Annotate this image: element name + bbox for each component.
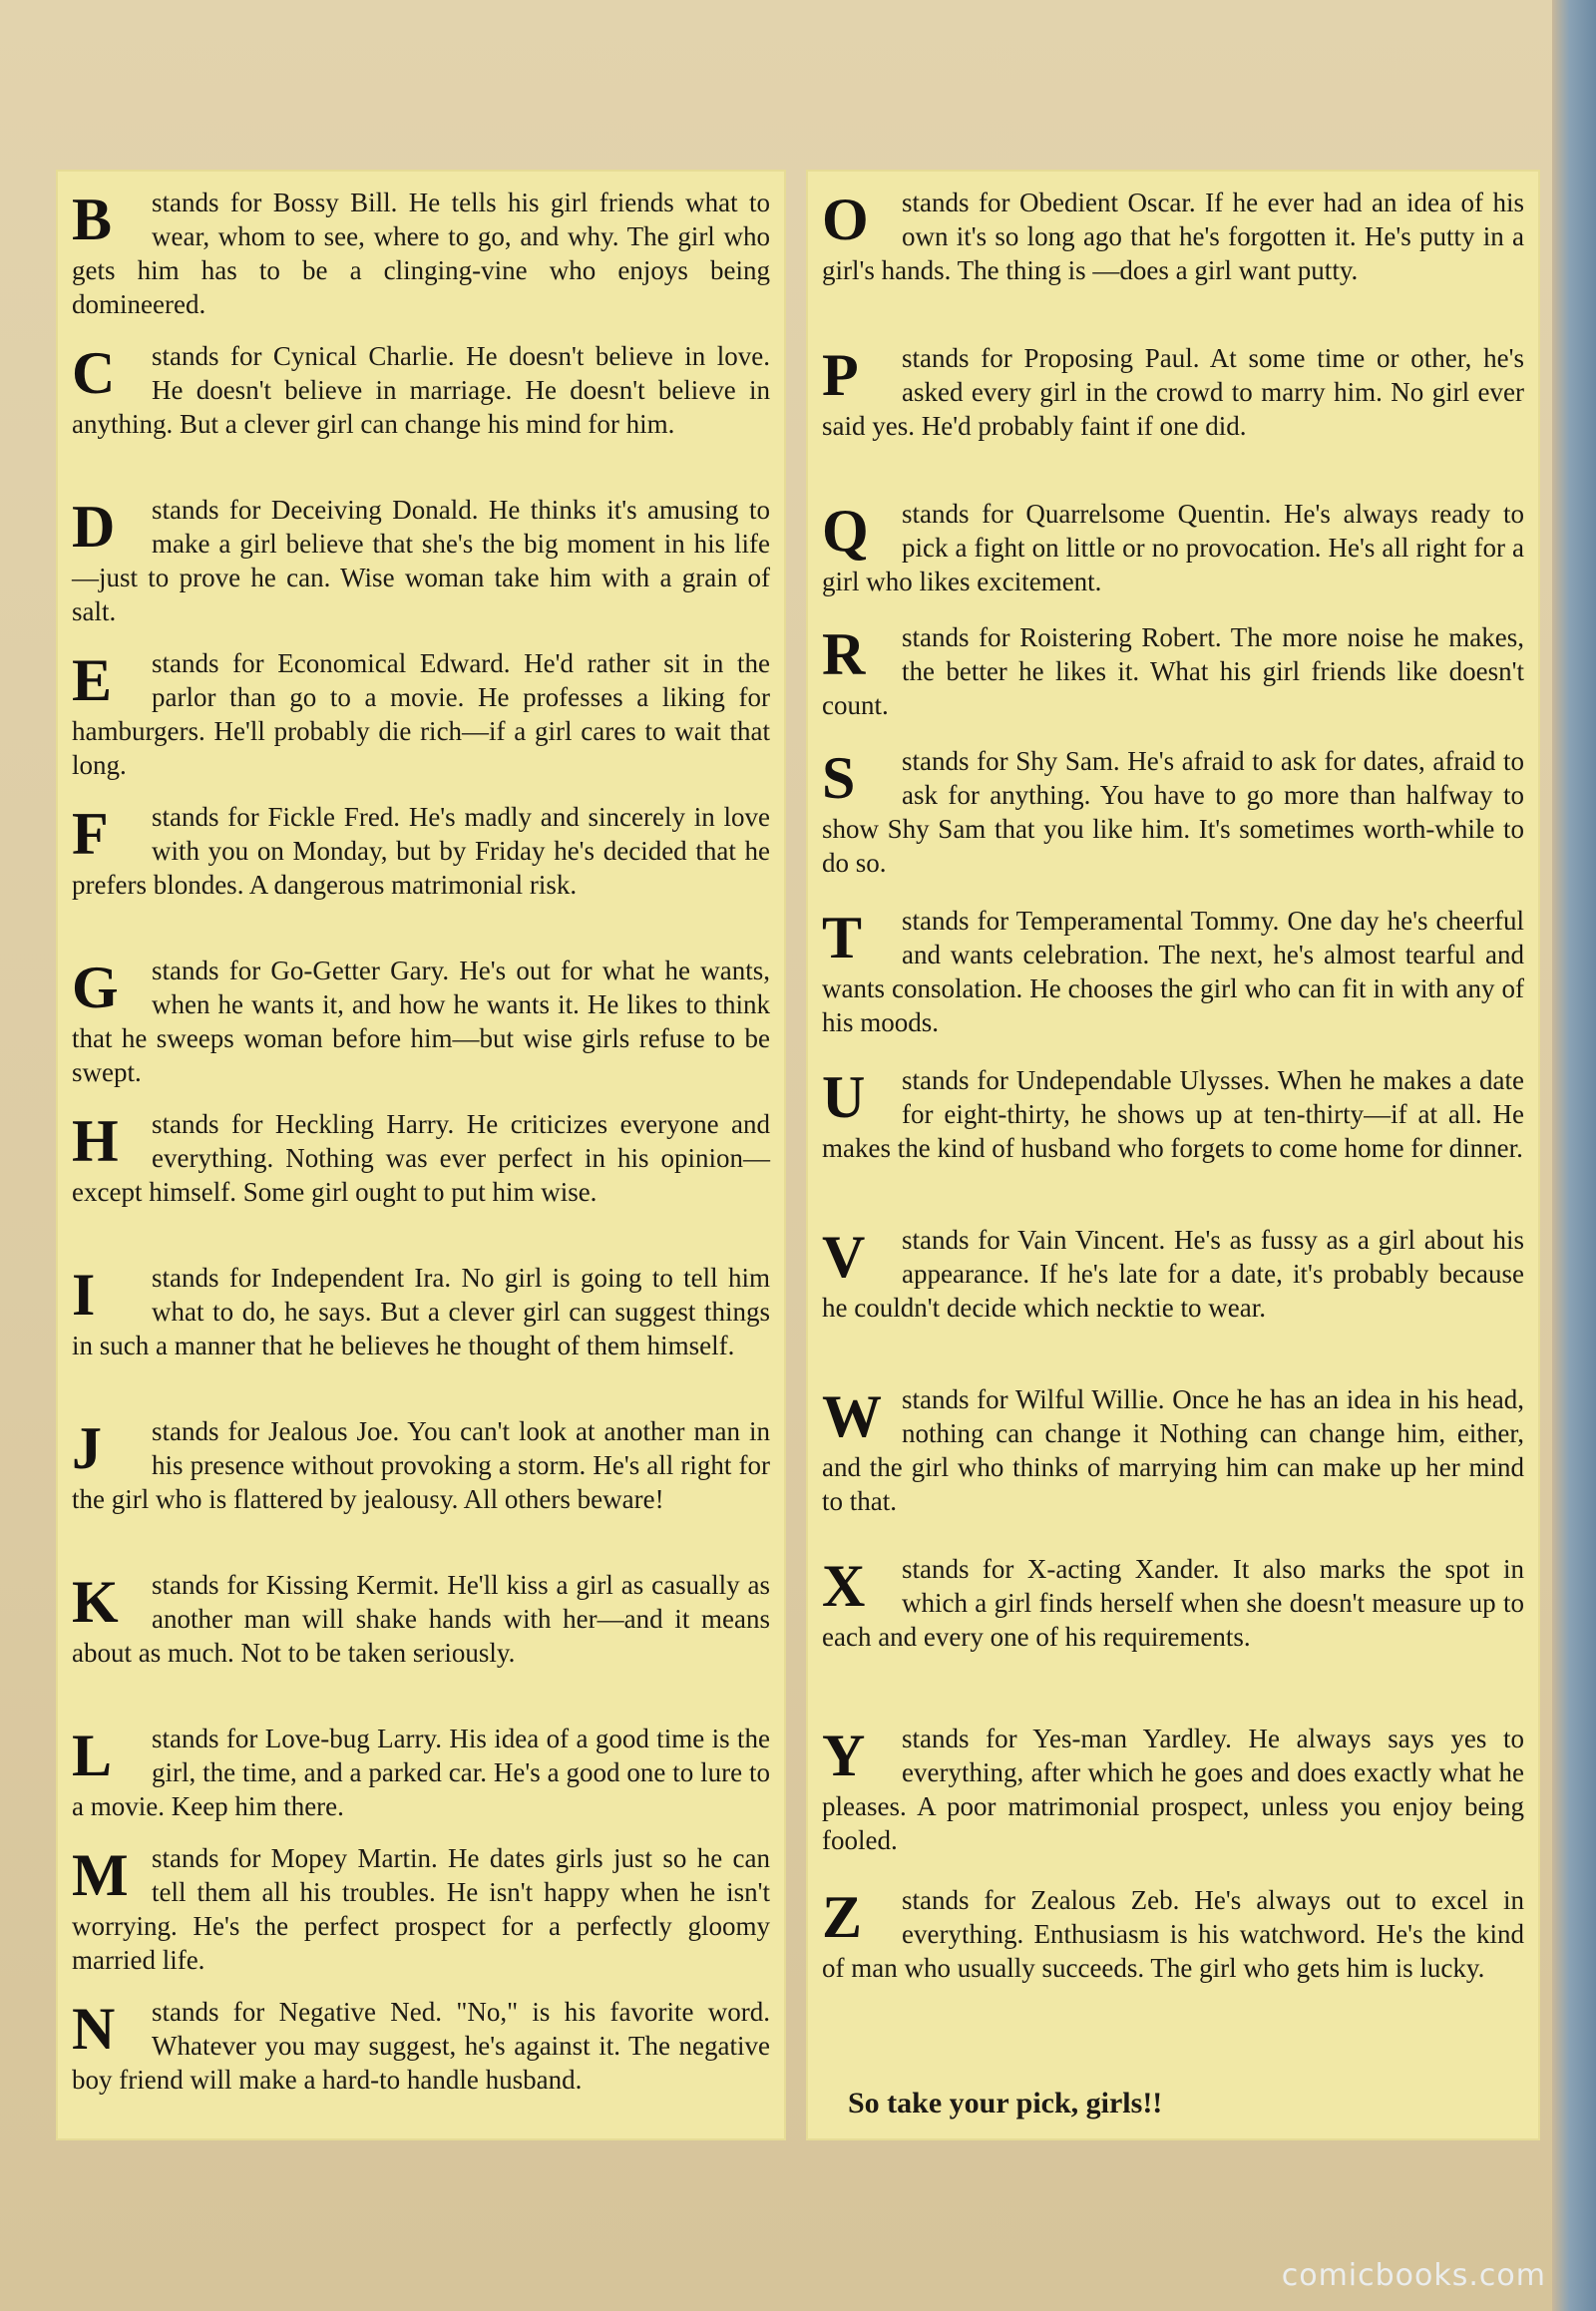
entry-text: stands for Roistering Robert. The more noise he makes, the better he likes it. What his girl friends like doesn't count. xyxy=(822,622,1524,720)
initial-letter: H xyxy=(72,1108,119,1174)
entry-c xyxy=(72,339,770,441)
right-column-panel xyxy=(808,172,1538,2138)
initial-letter: C xyxy=(72,340,116,406)
entry-v xyxy=(822,1223,1524,1325)
entry-text: stands for X-acting Xander. It also marks the spot in which a girl finds herself when she doesn't measure up to each and every one of his requirements. xyxy=(822,1554,1524,1652)
entry-k xyxy=(72,1568,770,1670)
initial-letter: Z xyxy=(822,1884,863,1950)
entry-b xyxy=(72,186,770,321)
initial-letter: G xyxy=(72,955,119,1020)
entry-g xyxy=(72,954,770,1089)
entry-text: stands for Obedient Oscar. If he ever had an idea of his own it's so long ago that he's forgotten it. He's putty in a girl's hands. The thing is —does a girl want putty. xyxy=(822,188,1524,285)
initial-letter: P xyxy=(822,342,859,408)
entry-text: stands for Quarrelsome Quentin. He's always ready to pick a fight on little or no provocation. He's all right for a girl who likes excitement. xyxy=(822,499,1524,596)
entry-text: stands for Undependable Ulysses. When he makes a date for eight-thirty, he shows up at ten-thirty—if at all. He makes the kind of husband who forgets to come home for dinner. xyxy=(822,1065,1524,1163)
initial-letter: M xyxy=(72,1842,129,1908)
entry-i xyxy=(72,1261,770,1362)
entry-text: stands for Vain Vincent. He's as fussy as a girl about his appearance. If he's late for a date, it's probably because he couldn't decide which necktie to wear. xyxy=(822,1225,1524,1323)
closing-line: So take your pick, girls!! xyxy=(848,2087,1163,2119)
initial-letter: L xyxy=(72,1723,113,1788)
entry-l xyxy=(72,1722,770,1823)
entry-t xyxy=(822,904,1524,1039)
entry-text: stands for Bossy Bill. He tells his girl friends what to wear, whom to see, where to go, and why. The girl who gets him has to be a clinging-vine who enjoys being domineered. xyxy=(72,188,770,319)
initial-letter: W xyxy=(822,1383,882,1449)
entry-text: stands for Jealous Joe. You can't look at another man in his presence without provoking a storm. He's all right for the girl who is flattered by jealousy. All others beware! xyxy=(72,1416,770,1514)
initial-letter: Q xyxy=(822,498,869,564)
entry-s xyxy=(822,744,1524,880)
initial-letter: E xyxy=(72,647,113,713)
initial-letter: F xyxy=(72,801,109,867)
initial-letter: S xyxy=(822,745,856,811)
entry-text: stands for Mopey Martin. He dates girls just so he can tell them all his troubles. He isn't happy when he isn't worrying. He's the perfect prospect for a perfectly gloomy married life. xyxy=(72,1843,770,1975)
left-column-panel xyxy=(58,172,784,2138)
initial-letter: D xyxy=(72,494,116,560)
initial-letter: T xyxy=(822,905,863,970)
entry-e xyxy=(72,646,770,782)
entry-f xyxy=(72,800,770,902)
entry-h xyxy=(72,1107,770,1209)
initial-letter: U xyxy=(822,1064,866,1130)
entry-p xyxy=(822,341,1524,443)
entry-text: stands for Economical Edward. He'd rather sit in the parlor than go to a movie. He professes a liking for hamburgers. He'll probably die rich—if a girl cares to wait that long. xyxy=(72,648,770,780)
entry-text: stands for Independent Ira. No girl is going to tell him what to do, he says. But a clever girl can suggest things in such a manner that he believes he thought of them himself. xyxy=(72,1263,770,1360)
entry-text: stands for Heckling Harry. He criticizes everyone and everything. Nothing was ever perfect in his opinion—except himself. Some girl ought to put him wise. xyxy=(72,1109,770,1207)
initial-letter: V xyxy=(822,1224,866,1290)
entry-q xyxy=(822,497,1524,598)
initial-letter: Y xyxy=(822,1723,866,1788)
entry-u xyxy=(822,1063,1524,1165)
entry-text: stands for Negative Ned. "No," is his favorite word. Whatever you may suggest, he's against it. The negative boy friend will make a hard-to handle husband. xyxy=(72,1997,770,2095)
entry-text: stands for Love-bug Larry. His idea of a good time is the girl, the time, and a parked car. He's a good one to lure to a movie. Keep him there. xyxy=(72,1724,770,1821)
entry-y xyxy=(822,1722,1524,1857)
initial-letter: O xyxy=(822,187,869,252)
entry-text: stands for Kissing Kermit. He'll kiss a girl as casually as another man will shake hands with her—and it means about as much. Not to be taken seriously. xyxy=(72,1570,770,1668)
entry-d xyxy=(72,493,770,628)
entry-j xyxy=(72,1414,770,1516)
entry-text: stands for Wilful Willie. Once he has an idea in his head, nothing can change it Nothing can change him, either, and the girl who thinks of marrying him can make up her mind to that. xyxy=(822,1384,1524,1516)
initial-letter: J xyxy=(72,1415,102,1481)
entry-r xyxy=(822,620,1524,722)
entry-text: stands for Fickle Fred. He's madly and sincerely in love with you on Monday, but by Friday he's decided that he prefers blondes. A dangerous matrimonial risk. xyxy=(72,802,770,900)
initial-letter: X xyxy=(822,1553,866,1619)
entry-text: stands for Zealous Zeb. He's always out to excel in everything. Enthusiasm is his watchword. He's the kind of man who usually succeeds. The girl who gets him is lucky. xyxy=(822,1885,1524,1983)
entry-text: stands for Cynical Charlie. He doesn't believe in love. He doesn't believe in marriage. He doesn't believe in anything. But a clever girl can change his mind for him. xyxy=(72,341,770,439)
entry-text: stands for Deceiving Donald. He thinks it's amusing to make a girl believe that she's the big moment in his life—just to prove he can. Wise woman take him with a grain of salt. xyxy=(72,495,770,626)
initial-letter: N xyxy=(72,1996,116,2062)
entry-o xyxy=(822,186,1524,287)
entry-w xyxy=(822,1382,1524,1518)
entry-n xyxy=(72,1995,770,2097)
entry-text: stands for Proposing Paul. At some time or other, he's asked every girl in the crowd to marry him. No girl ever said yes. He'd probably faint if one did. xyxy=(822,343,1524,441)
entry-text: stands for Yes-man Yardley. He always says yes to everything, after which he goes and does exactly what he pleases. A poor matrimonial prospect, unless you enjoy being fooled. xyxy=(822,1724,1524,1855)
entry-text: stands for Shy Sam. He's afraid to ask for dates, afraid to ask for anything. You have to go more than halfway to show Shy Sam that you like him. It's sometimes worth-while to do so. xyxy=(822,746,1524,878)
entry-x xyxy=(822,1552,1524,1654)
initial-letter: B xyxy=(72,187,113,252)
entry-text: stands for Go-Getter Gary. He's out for what he wants, when he wants it, and how he wants it. He likes to think that he sweeps woman before him—but wise girls refuse to be swept. xyxy=(72,956,770,1087)
entry-text: stands for Temperamental Tommy. One day he's cheerful and wants celebration. The next, he's almost tearful and wants consolation. He chooses the girl who can fit in with any of his moods. xyxy=(822,906,1524,1037)
entry-z xyxy=(822,1883,1524,1985)
page-spine xyxy=(1552,0,1596,2311)
initial-letter: K xyxy=(72,1569,119,1635)
entry-m xyxy=(72,1841,770,1977)
initial-letter: I xyxy=(72,1262,96,1328)
initial-letter: R xyxy=(822,621,866,687)
watermark: comicbooks.com xyxy=(1281,2258,1546,2293)
